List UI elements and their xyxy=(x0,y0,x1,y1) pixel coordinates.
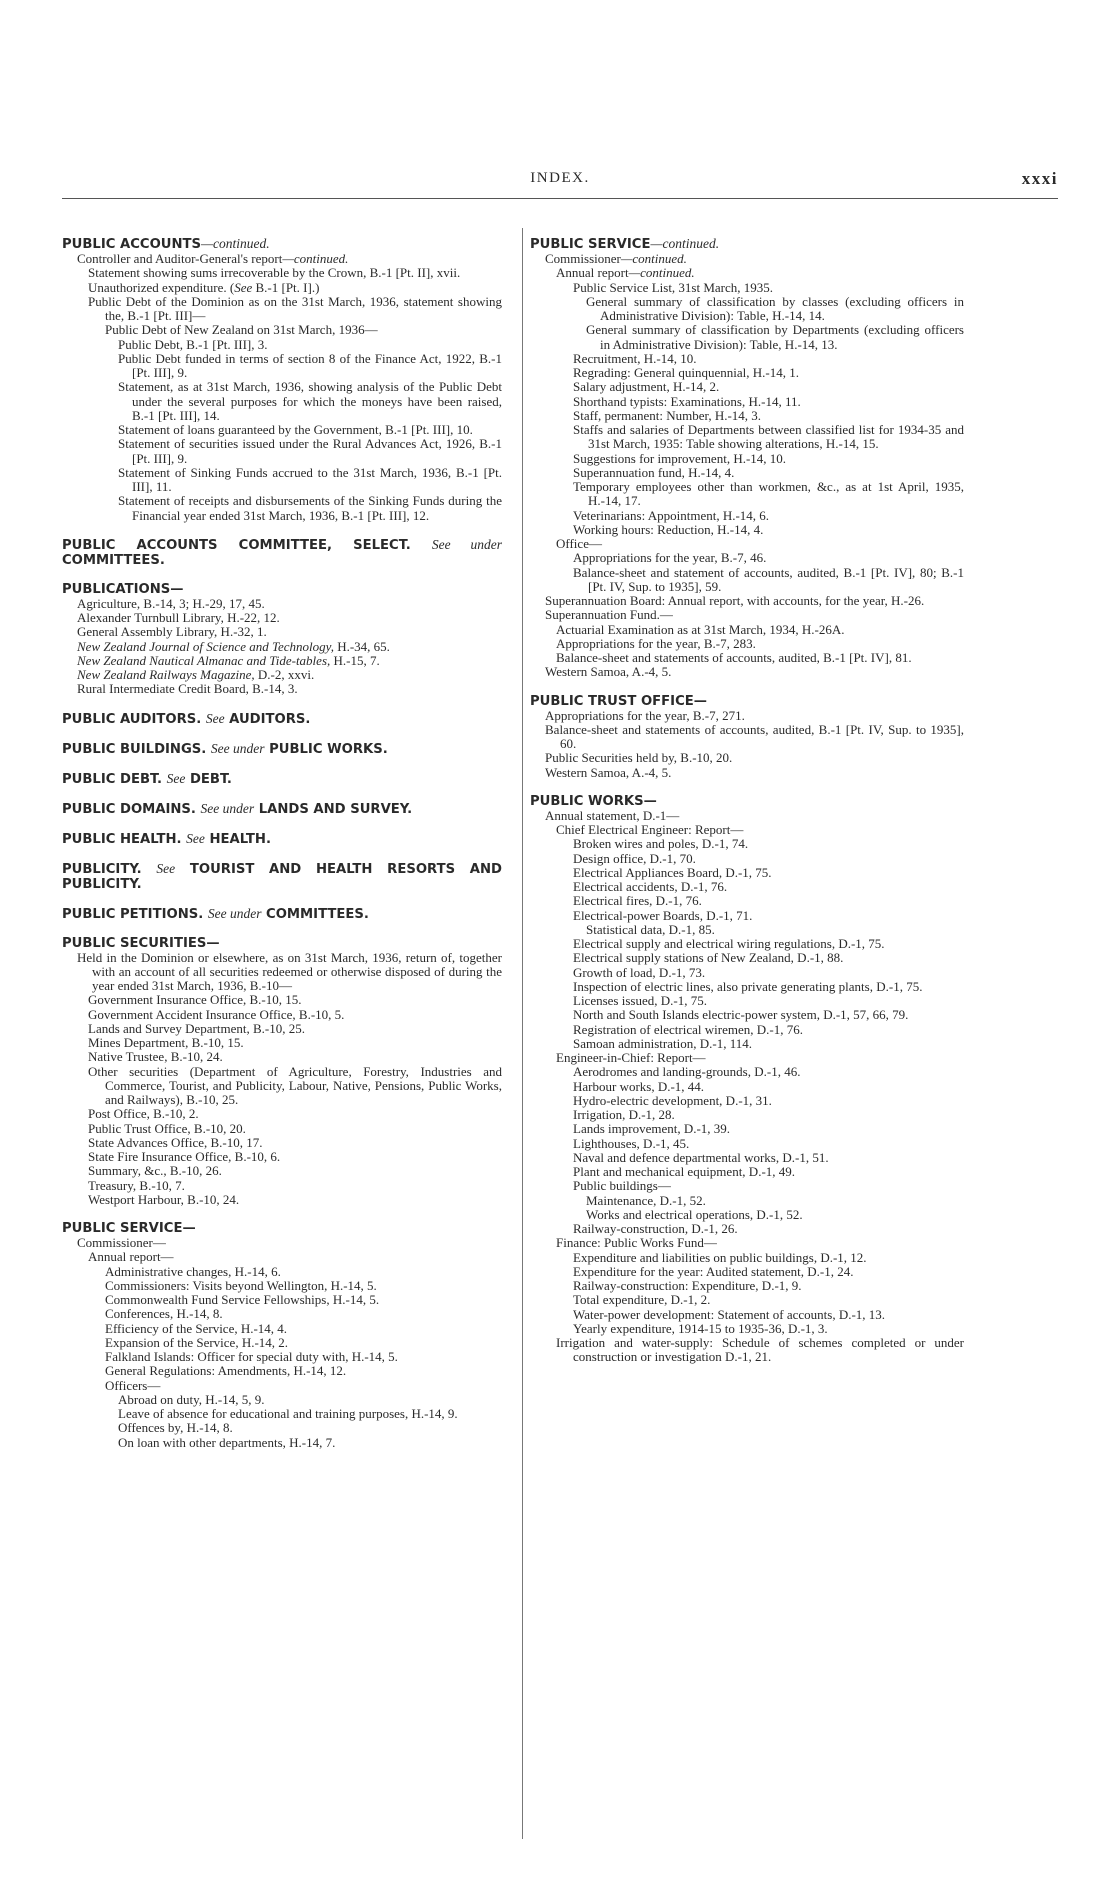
subentry: Commissioners: Visits beyond Wellington, H.-14, 5. xyxy=(105,1277,377,1293)
subentry: Summary, &c., B.-10, 26. xyxy=(88,1163,222,1179)
subentry: Irrigation and water-supply: Schedule of schemes completed or under construction or investigation D.-1, 21. xyxy=(556,1335,964,1365)
subentry: Harbour works, D.-1, 44. xyxy=(573,1078,705,1094)
subentry: Other securities (Department of Agriculture, Forestry, Industries and Commerce, Tourist, and Publicity, Labour, Native, Pensions, Public Works, and Railways), B.-10, 25. xyxy=(88,1063,502,1107)
subentry: Samoan administration, D.-1, 114. xyxy=(573,1035,752,1051)
subentry: Public Debt, B.-1 [Pt. III], 3. xyxy=(118,336,268,352)
entry-heading-public-auditors: PUBLIC AUDITORS. See AUDITORS. xyxy=(62,710,311,727)
subentry: Statement of receipts and disbursements of the Sinking Funds during the Financial year ended 31st March, 1936, B.-1 [Pt. III], 12. xyxy=(118,493,502,523)
subentry: Lands and Survey Department, B.-10, 25. xyxy=(88,1020,305,1036)
subentry: Water-power development: Statement of accounts, D.-1, 13. xyxy=(573,1306,886,1322)
subentry: Aerodromes and landing-grounds, D.-1, 46. xyxy=(573,1064,801,1080)
subentry: Electrical-power Boards, D.-1, 71. xyxy=(573,907,753,923)
entry-heading-public-securities: PUBLIC SECURITIES— xyxy=(62,935,220,951)
subentry: Statement of Sinking Funds accrued to the 31st March, 1936, B.-1 [Pt. III], 11. xyxy=(118,464,502,494)
subentry: Unauthorized expenditure. (See B.-1 [Pt. I].) xyxy=(88,279,320,295)
subentry: State Advances Office, B.-10, 17. xyxy=(88,1134,263,1150)
subentry: Growth of load, D.-1, 73. xyxy=(573,964,706,980)
subentry: Statement showing sums irrecoverable by the Crown, B.-1 [Pt. II], xvii. xyxy=(88,265,461,281)
subentry: Railway-construction: Expenditure, D.-1, 9. xyxy=(573,1278,802,1293)
subentry: Electrical supply stations of New Zealand, D.-1, 88. xyxy=(573,950,844,966)
subentry: Efficiency of the Service, H.-14, 4. xyxy=(105,1320,288,1336)
subentry: Public buildings— xyxy=(573,1178,671,1194)
subentry: Public Trust Office, B.-10, 20. xyxy=(88,1120,246,1136)
subentry: Statement, as at 31st March, 1936, showing analysis of the Public Debt under the several purposes for which the moneys have been raised, B.-1 [Pt. III], 14. xyxy=(118,379,502,423)
subentry: New Zealand Railways Magazine, D.-2, xxvi. xyxy=(77,667,315,682)
subentry: Appropriations for the year, B.-7, 46. xyxy=(573,550,767,566)
subentry: Government Accident Insurance Office, B.-10, 5. xyxy=(88,1006,345,1022)
entry-heading-publicity: PUBLICITY. See TOURIST AND HEALTH RESORTS AND PUBLICITY. xyxy=(62,860,502,892)
subentry: On loan with other departments, H.-14, 7. xyxy=(118,1434,336,1450)
subentry: Statistical data, D.-1, 85. xyxy=(586,921,715,937)
subentry: Administrative changes, H.-14, 6. xyxy=(105,1263,281,1279)
subentry: Shorthand typists: Examinations, H.-14, 11. xyxy=(573,393,801,409)
subentry: Appropriations for the year, B.-7, 283. xyxy=(556,635,756,651)
subentry: Design office, D.-1, 70. xyxy=(573,850,696,866)
entry-heading-public-accounts-committee: PUBLIC ACCOUNTS COMMITTEE, SELECT. See under COMMITTEES. xyxy=(62,536,502,568)
subentry: Annual report—continued. xyxy=(556,265,695,281)
subentry: Public Securities held by, B.-10, 20. xyxy=(545,750,733,766)
subentry: Naval and defence departmental works, D.-1, 51. xyxy=(573,1149,829,1165)
subentry: Commonwealth Fund Service Fellowships, H.-14, 5. xyxy=(105,1292,380,1307)
right-column xyxy=(530,236,964,1365)
subentry: Electrical accidents, D.-1, 76. xyxy=(573,879,728,894)
subentry: Staffs and salaries of Departments between classified list for 1934-35 and 31st March, 1935: Table showing alterations, H.-14, 15. xyxy=(573,422,964,452)
subentry: Post Office, B.-10, 2. xyxy=(88,1106,199,1122)
entry-heading-public-service-continued: PUBLIC SERVICE—continued. xyxy=(530,236,720,252)
subentry: Mines Department, B.-10, 15. xyxy=(88,1035,244,1050)
subentry: Actuarial Examination as at 31st March, 1934, H.-26A. xyxy=(556,621,845,637)
page-number: xxxi xyxy=(1021,169,1058,188)
subentry: Hydro-electric development, D.-1, 31. xyxy=(573,1092,772,1108)
subentry: Plant and mechanical equipment, D.-1, 49. xyxy=(573,1164,796,1179)
subentry: Suggestions for improvement, H.-14, 10. xyxy=(573,450,787,466)
page-header xyxy=(62,170,1058,200)
entry-heading-public-service: PUBLIC SERVICE— xyxy=(62,1221,196,1236)
subentry: Commissioner— xyxy=(77,1235,166,1250)
subentry: Rural Intermediate Credit Board, B.-14, 3. xyxy=(77,681,298,697)
subentry: Lighthouses, D.-1, 45. xyxy=(573,1135,690,1151)
entry-heading-public-domains: PUBLIC DOMAINS. See under LANDS AND SURVEY. xyxy=(62,800,413,817)
left-column xyxy=(62,236,502,1450)
subentry: Superannuation Fund.— xyxy=(545,607,673,623)
subentry: Licenses issued, D.-1, 75. xyxy=(573,993,707,1008)
subentry: Balance-sheet and statement of accounts, audited, B.-1 [Pt. IV], 80; B.-1 [Pt. IV, Sup. to 1935], 59. xyxy=(573,564,964,594)
subentry: Leave of absence for educational and training purposes, H.-14, 9. xyxy=(118,1406,458,1421)
subentry: Inspection of electric lines, also private generating plants, D.-1, 75. xyxy=(573,978,923,994)
subentry: Public Service List, 31st March, 1935. xyxy=(573,279,774,295)
subentry: Yearly expenditure, 1914-15 to 1935-36, D.-1, 3. xyxy=(573,1320,828,1336)
subentry: Recruitment, H.-14, 10. xyxy=(573,350,697,366)
subentry: Officers— xyxy=(105,1377,161,1393)
subentry: Expansion of the Service, H.-14, 2. xyxy=(105,1334,289,1350)
entry-heading-public-petitions: PUBLIC PETITIONS. See under COMMITTEES. xyxy=(62,905,369,922)
subentry: Electrical supply and electrical wiring regulations, D.-1, 75. xyxy=(573,936,885,951)
subentry: Broken wires and poles, D.-1, 74. xyxy=(573,836,749,852)
entry-heading-public-health: PUBLIC HEALTH. See HEALTH. xyxy=(62,830,271,847)
entry-heading-public-works: PUBLIC WORKS— xyxy=(530,793,657,809)
subentry: Annual statement, D.-1— xyxy=(545,807,680,823)
entry-heading-publications: PUBLICATIONS— xyxy=(62,581,184,597)
subentry: Westport Harbour, B.-10, 24. xyxy=(88,1191,240,1207)
subentry: Office— xyxy=(556,536,602,551)
subentry: Abroad on duty, H.-14, 5, 9. xyxy=(118,1391,265,1407)
subentry: Salary adjustment, H.-14, 2. xyxy=(573,379,720,395)
subentry: Finance: Public Works Fund— xyxy=(556,1235,717,1251)
subentry: Registration of electrical wiremen, D.-1, 76. xyxy=(573,1021,803,1037)
subentry: Statement of securities issued under the Rural Advances Act, 1926, B.-1 [Pt. III], 9. xyxy=(118,436,502,466)
subentry: Superannuation fund, H.-14, 4. xyxy=(573,464,735,480)
subentry: Balance-sheet and statements of accounts, audited, B.-1 [Pt. IV], 81. xyxy=(556,650,912,665)
subentry: Commissioner—continued. xyxy=(545,251,687,266)
subentry: Western Samoa, A.-4, 5. xyxy=(545,664,672,680)
entry-heading-public-buildings: PUBLIC BUILDINGS. See under PUBLIC WORKS. xyxy=(62,740,388,757)
subentry: Superannuation Board: Annual report, with accounts, for the year, H.-26. xyxy=(545,593,925,608)
subentry: Working hours: Reduction, H.-14, 4. xyxy=(573,521,764,537)
entry-heading-public-accounts: PUBLIC ACCOUNTS—continued. xyxy=(62,236,270,252)
subentry: Works and electrical operations, D.-1, 52. xyxy=(586,1206,803,1222)
column-divider xyxy=(522,228,523,1839)
subentry: Staff, permanent: Number, H.-14, 3. xyxy=(573,407,762,423)
entry-heading-public-debt: PUBLIC DEBT. See DEBT. xyxy=(62,770,232,787)
subentry: Conferences, H.-14, 8. xyxy=(105,1306,223,1322)
header-rule xyxy=(62,198,1058,199)
subentry: Treasury, B.-10, 7. xyxy=(88,1177,185,1193)
subentry: State Fire Insurance Office, B.-10, 6. xyxy=(88,1149,281,1164)
subentry: Temporary employees other than workmen, &c., as at 1st April, 1935, H.-14, 17. xyxy=(573,479,964,509)
subentry: Public Debt of the Dominion as on the 31st March, 1936, statement showing the, B.-1 [Pt. III]— xyxy=(88,293,502,323)
subentry: Falkland Islands: Officer for special duty with, H.-14, 5. xyxy=(105,1349,398,1364)
subentry: General summary of classification by Departments (excluding officers in Administrative Division): Table, H.-14, 13. xyxy=(586,322,964,352)
subentry: Veterinarians: Appointment, H.-14, 6. xyxy=(573,507,770,523)
subentry: Lands improvement, D.-1, 39. xyxy=(573,1121,731,1137)
subentry: Irrigation, D.-1, 28. xyxy=(573,1107,675,1122)
subentry: Electrical fires, D.-1, 76. xyxy=(573,893,702,909)
subentry: General summary of classification by classes (excluding officers in Administrative Division): Table, H.-14, 14. xyxy=(586,293,964,323)
subentry: Total expenditure, D.-1, 2. xyxy=(573,1292,711,1308)
subentry: Public Debt funded in terms of section 8 of the Finance Act, 1922, B.-1 [Pt. III], 9. xyxy=(118,350,502,380)
subentry: Government Insurance Office, B.-10, 15. xyxy=(88,992,302,1008)
subentry: Regrading: General quinquennial, H.-14, 1. xyxy=(573,365,799,380)
subentry: Expenditure and liabilities on public buildings, D.-1, 12. xyxy=(573,1249,867,1265)
subentry: Balance-sheet and statements of accounts, audited, B.-1 [Pt. IV, Sup. to 1935], 60. xyxy=(545,721,964,751)
subentry: Controller and Auditor-General's report—continued. xyxy=(77,251,349,266)
subentry: General Regulations: Amendments, H.-14, 12. xyxy=(105,1363,347,1379)
subentry: Agriculture, B.-14, 3; H.-29, 17, 45. xyxy=(77,595,265,611)
subentry: Chief Electrical Engineer: Report— xyxy=(556,822,744,837)
subentry: Maintenance, D.-1, 52. xyxy=(586,1192,706,1208)
entry-heading-public-trust-office: PUBLIC TRUST OFFICE— xyxy=(530,693,707,709)
subentry: Annual report— xyxy=(88,1249,174,1265)
subentry: General Assembly Library, H.-32, 1. xyxy=(77,624,267,640)
subentry: Alexander Turnbull Library, H.-22, 12. xyxy=(77,610,280,625)
subentry: North and South Islands electric-power system, D.-1, 57, 66, 79. xyxy=(573,1007,909,1023)
subentry: Held in the Dominion or elsewhere, as on 31st March, 1936, return of, together with an account of all securities redeemed or otherwise disposed of during the year ended 31st March, 1936, B.-10— xyxy=(77,949,502,993)
subentry: Engineer-in-Chief: Report— xyxy=(556,1050,706,1065)
subentry: Public Debt of New Zealand on 31st March, 1936— xyxy=(105,322,378,338)
page-title: INDEX. xyxy=(530,170,590,186)
subentry: Electrical Appliances Board, D.-1, 75. xyxy=(573,864,772,880)
subentry: Railway-construction, D.-1, 26. xyxy=(573,1221,738,1236)
subentry: Statement of loans guaranteed by the Government, B.-1 [Pt. III], 10. xyxy=(118,422,473,437)
subentry: Appropriations for the year, B.-7, 271. xyxy=(545,707,745,723)
subentry: Offences by, H.-14, 8. xyxy=(118,1420,233,1436)
subentry: Western Samoa, A.-4, 5. xyxy=(545,764,672,780)
subentry: Expenditure for the year: Audited statement, D.-1, 24. xyxy=(573,1263,854,1279)
subentry: Native Trustee, B.-10, 24. xyxy=(88,1049,223,1065)
subentry: New Zealand Journal of Science and Technology, H.-34, 65. xyxy=(77,638,390,654)
subentry: New Zealand Nautical Almanac and Tide-tables, H.-15, 7. xyxy=(77,652,380,668)
